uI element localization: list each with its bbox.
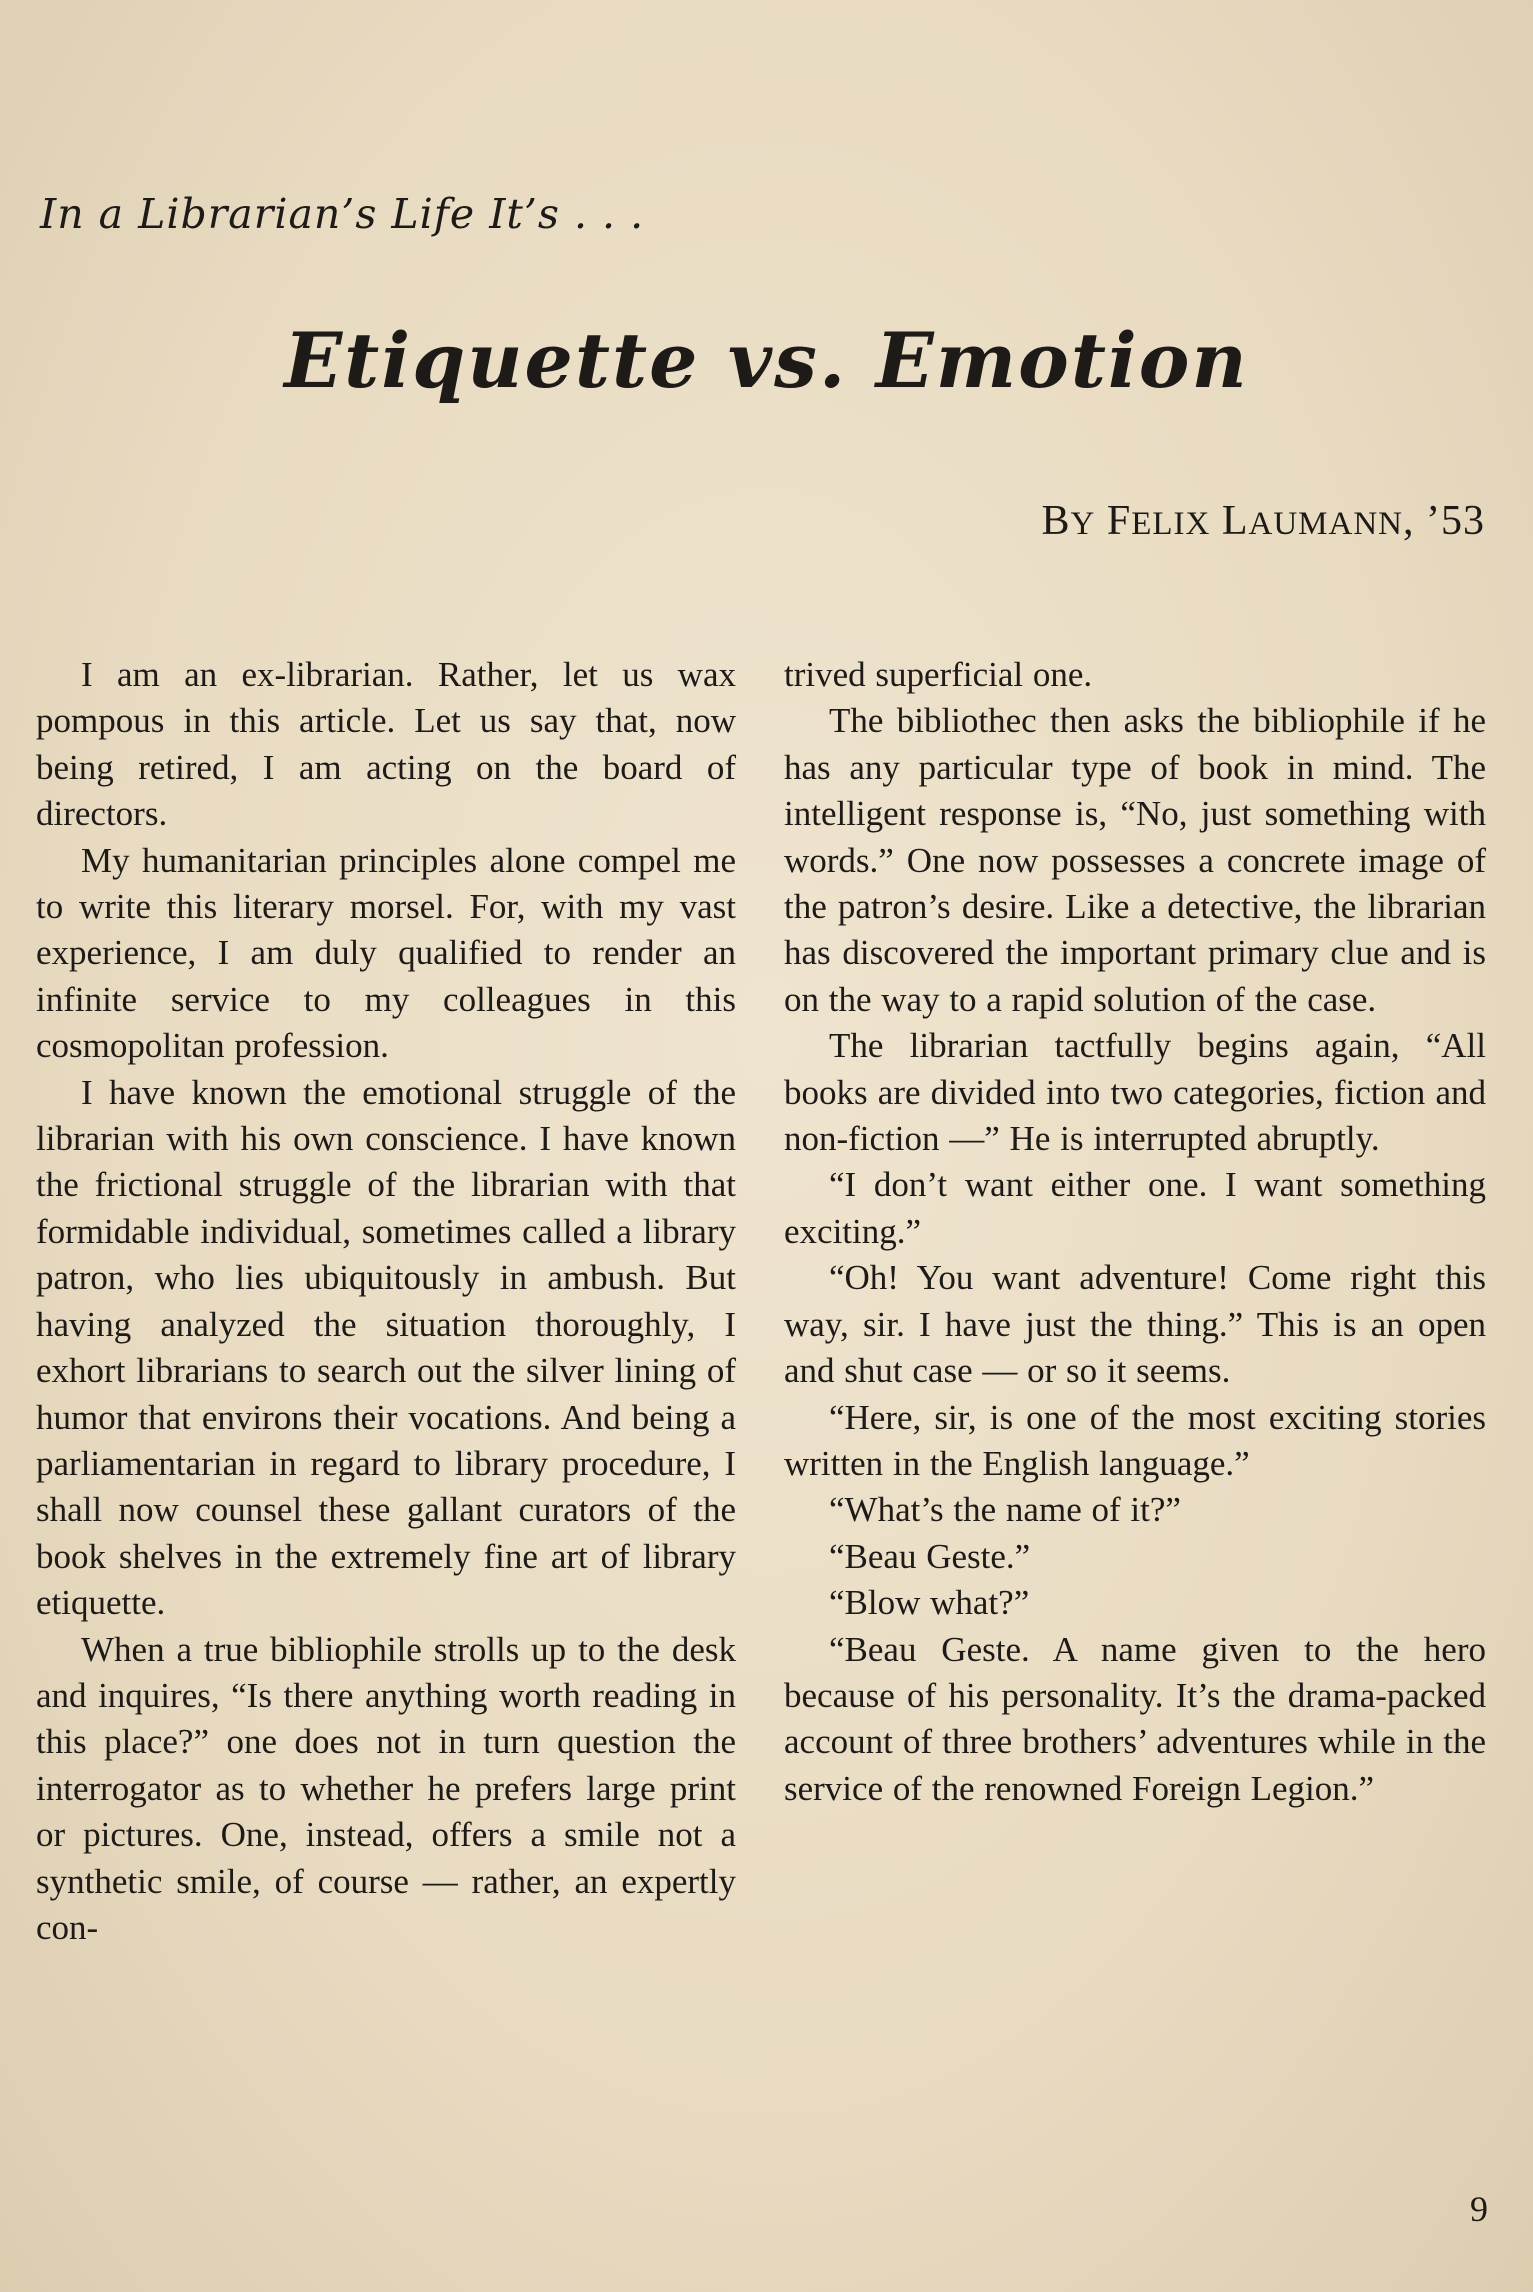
paragraph: “Beau Geste.” bbox=[829, 1536, 1031, 1576]
right-column bbox=[784, 652, 1486, 1812]
paragraph: My humanitarian principles alone compel me to write this literary morsel. For, with my vast experience, I am duly qualified to render an infinite service to my colleagues in this cosmopolitan profession. bbox=[36, 840, 736, 1066]
byline-last-rest: AUMANN bbox=[1248, 506, 1403, 542]
paragraph: When a true bibliophile strolls up to the desk and inquires, “Is there anything worth reading in this place?” one does not in turn question the interrogator as to whether he prefers large print or pictures. One, instead, offers a smile not a synthetic smile, of course — rather, an expertly con- bbox=[36, 1629, 736, 1947]
article-byline bbox=[1041, 497, 1485, 545]
paragraph: “I don’t want either one. I want something exciting.” bbox=[784, 1165, 1486, 1251]
byline-year: , ’53 bbox=[1403, 498, 1485, 544]
paragraph: I am an ex-librarian. Rather, let us wax pompous in this article. Let us say that, now being retired, I am acting on the board of directors. bbox=[36, 655, 736, 834]
paragraph: “What’s the name of it?” bbox=[829, 1490, 1181, 1530]
paragraph: The bibliothec then asks the bibliophile if he has any particular type of book in mind. The intelligent response is, “No, just something with words.” One now possesses a concrete image of the patron’s desire. Like a detective, the librarian has discovered the important primary clue and is on the way to a rapid solution of the case. bbox=[784, 701, 1486, 1019]
paragraph: “Oh! You want adventure! Come right this way, sir. I have just the thing.” This is an open and shut case — or so it seems. bbox=[784, 1258, 1486, 1391]
byline-by-rest: Y bbox=[1070, 506, 1096, 542]
paragraph-continuation: trived superficial one. bbox=[784, 655, 1093, 694]
byline-first-initial: F bbox=[1106, 498, 1132, 544]
left-column bbox=[36, 652, 736, 1951]
paragraph: The librarian tactfully begins again, “All books are divided into two categories, fiction and non-fiction —” He is interrupted abruptly. bbox=[784, 1026, 1486, 1159]
byline-first-rest: ELIX bbox=[1131, 506, 1211, 542]
article-title: Etiquette vs. Emotion bbox=[284, 316, 1249, 405]
byline-last-initial: L bbox=[1221, 498, 1249, 544]
paragraph: “Beau Geste. A name given to the hero because of his personality. It’s the drama-packed account of three brothers’ adventures while in the service of the renowned Foreign Legion.” bbox=[784, 1629, 1486, 1808]
paragraph: “Blow what?” bbox=[829, 1583, 1030, 1623]
paragraph: I have known the emotional struggle of the librarian with his own conscience. I have known the frictional struggle of the librarian with that formidable individual, sometimes called a library patron, who lies ubiquitously in ambush. But having analyzed the situation thoroughly, I exhort librarians to search out the silver lining of humor that environs their vocations. And being a parliamentarian in regard to library procedure, I shall now counsel these gallant curators of the book shelves in the extremely fine art of library etiquette. bbox=[36, 1072, 736, 1623]
paragraph: “Here, sir, is one of the most exciting stories written in the English language.” bbox=[784, 1397, 1486, 1483]
article-kicker: In a Librarian’s Life It’s . . . bbox=[40, 190, 645, 238]
page-number: 9 bbox=[1470, 2189, 1488, 2229]
byline-by-initial: B bbox=[1041, 498, 1071, 544]
